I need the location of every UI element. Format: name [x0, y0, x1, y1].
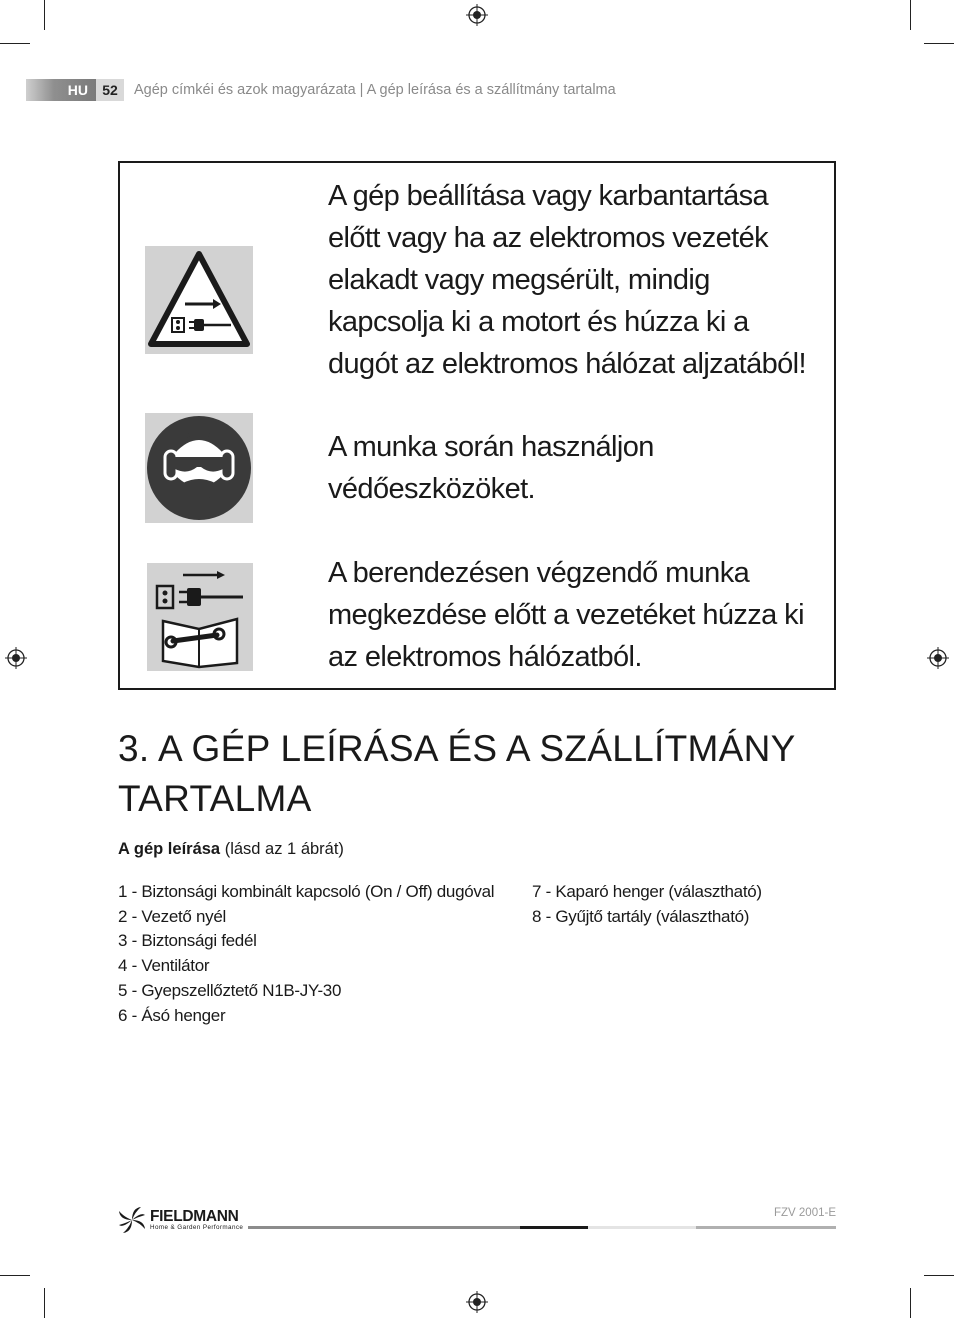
- crop-mark: [910, 0, 911, 30]
- section-title: 3. A GÉP LEÍRÁSA ÉS A SZÁLLÍTMÁNY TARTALMA: [118, 728, 796, 819]
- crop-mark: [924, 43, 954, 44]
- registration-mark-icon: [5, 647, 27, 669]
- protective-equipment-icon: [145, 413, 253, 523]
- running-title: Agép címkéi és azok magyarázata | A gép leírása és a szállítmány tartalma: [134, 82, 616, 98]
- crop-mark: [0, 1275, 30, 1276]
- page-header: [26, 79, 616, 101]
- brand-name: FIELDMANN: [150, 1207, 239, 1225]
- list-item: 2 - Vezető nyél: [118, 906, 226, 926]
- list-item: 4 - Ventilátor: [118, 956, 210, 976]
- list-item: 3 - Biztonsági fedél: [118, 931, 257, 951]
- fieldmann-swirl-icon: [117, 1205, 147, 1235]
- model-number: FZV 2001-E: [774, 1207, 836, 1219]
- list-item: 8 - Gyűjtő tartály (választható): [532, 906, 750, 926]
- footer-bar: [248, 1226, 520, 1229]
- crop-mark: [44, 0, 45, 30]
- parts-list-right: [532, 880, 762, 929]
- registration-mark-icon: [466, 4, 488, 26]
- warning-text-unplug: A gép beállítása vagy karbantartása előtt vagy ha az elektromos vezeték elakadt vagy megsérült, mindig kapcsolja ki a motort és húzza ki a dugót az elektromos hálózat aljzatából!: [328, 180, 806, 380]
- crop-mark: [44, 1288, 45, 1318]
- registration-mark-icon: [466, 1291, 488, 1313]
- list-item: 7 - Kaparó henger (választható): [532, 882, 762, 901]
- parts-list-left: [118, 880, 494, 1028]
- page-number: 52: [96, 79, 124, 101]
- footer-bar: [696, 1226, 836, 1229]
- warning-text-protective: A munka során használjon védőeszközöket.: [328, 431, 654, 505]
- crop-mark: [0, 43, 30, 44]
- registration-mark-icon: [927, 647, 949, 669]
- brand-tagline: Home & Garden Performance: [150, 1223, 244, 1231]
- language-tab: HU: [26, 79, 96, 101]
- crop-mark: [924, 1275, 954, 1276]
- warning-labels-box: [118, 161, 836, 690]
- footer-bar: [588, 1226, 696, 1229]
- list-item: 5 - Gyepszellőztető N1B-JY-30: [118, 980, 342, 1000]
- footer-bar: [520, 1226, 588, 1229]
- unplug-warning-triangle-icon: [145, 246, 253, 354]
- warning-text-maintenance: A berendezésen végzendő munka megkezdése előtt a vezetéket húzza ki az elektromos hálózatból.: [328, 557, 804, 673]
- list-item: 1 - Biztonsági kombinált kapcsoló (On / Off) dugóval: [118, 882, 495, 901]
- brand-logo: [117, 1204, 247, 1236]
- unplug-before-maintenance-icon: [147, 563, 253, 671]
- section-subtitle: A gép leírása (lásd az 1 ábrát): [118, 840, 344, 858]
- list-item: 6 - Ásó henger: [118, 1005, 226, 1025]
- crop-mark: [910, 1288, 911, 1318]
